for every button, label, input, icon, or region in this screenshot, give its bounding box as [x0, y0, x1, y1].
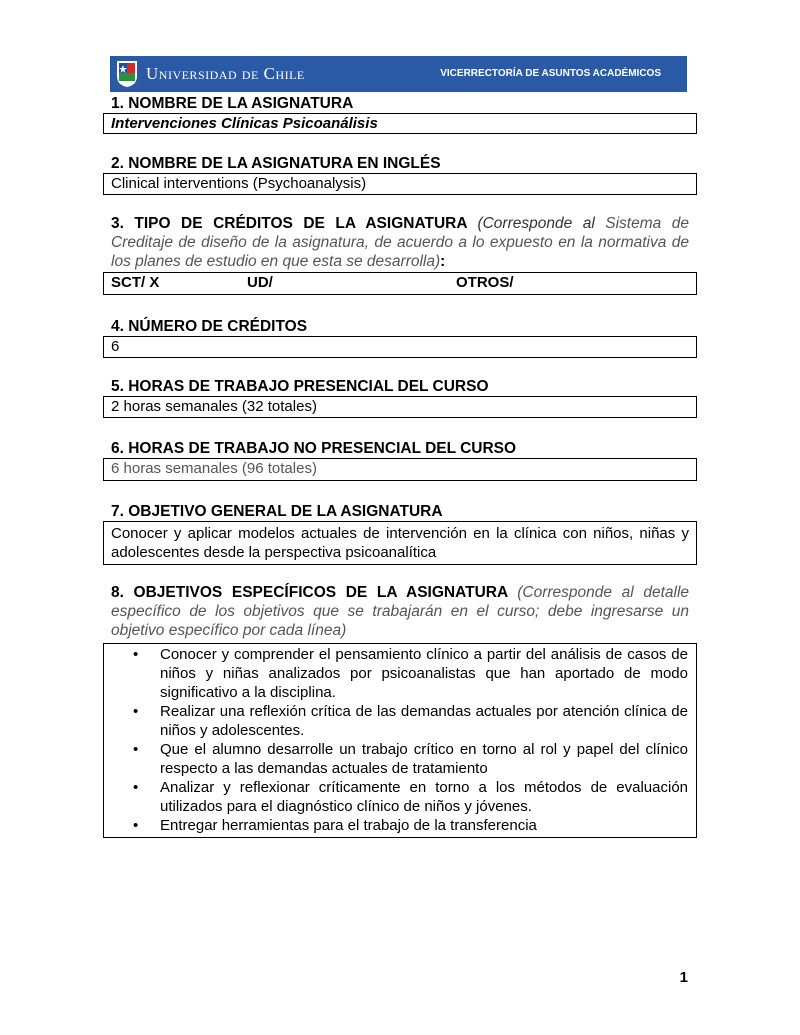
heading-colon: : — [440, 253, 446, 270]
list-item: • Que el alumno desarrolle un trabajo crítico en torno al rol y papel del clínico respecto a las demandas actuales de tratamiento — [160, 740, 688, 778]
vicerrectoria-label: VICERRECTORÍA DE ASUNTOS ACADÉMICOS — [440, 68, 661, 79]
section-heading: 7. OBJETIVO GENERAL DE LA ASIGNATURA — [111, 503, 443, 520]
section-numero-creditos — [103, 317, 697, 358]
ud-option: UD/ — [247, 274, 273, 291]
section-heading: 2. NOMBRE DE LA ASIGNATURA EN INGLÉS — [111, 155, 441, 172]
course-name-english-field: Clinical interventions (Psychoanalysis) — [103, 173, 697, 195]
course-name-field: Intervenciones Clínicas Psicoanálisis — [103, 113, 697, 134]
general-objective-field: Conocer y aplicar modelos actuales de intervención en la clínica con niños, niñas y adolescentes desde la perspectiva psicoanalítica — [103, 521, 697, 565]
university-name: Universidad de Chile — [146, 64, 305, 83]
university-crest-icon — [116, 60, 138, 88]
page-number: 1 — [679, 969, 688, 986]
section-heading: 4. NÚMERO DE CRÉDITOS — [111, 318, 308, 335]
section-horas-presencial — [103, 377, 697, 418]
section-heading — [103, 214, 697, 271]
sct-option: SCT/ X — [111, 274, 160, 291]
section-nombre — [103, 94, 697, 134]
credits-number-field: 6 — [103, 336, 697, 358]
non-presential-hours-field: 6 horas semanales (96 totales) — [103, 458, 697, 481]
header-banner — [110, 56, 687, 92]
objectives-list — [104, 645, 696, 835]
section-heading: 6. HORAS DE TRABAJO NO PRESENCIAL DEL CURSO — [111, 440, 517, 457]
list-item: • Conocer y comprender el pensamiento clínico a partir del análisis de casos de niños y niñas analizados por psicoanalistas que han aportado de modo significativo a la disciplina. — [160, 645, 688, 702]
section-objetivo-general — [103, 502, 697, 565]
heading-text: 8. OBJETIVOS ESPECÍFICOS DE LA ASIGNATURA — [111, 584, 508, 601]
heading-note-open: (Corresponde al — [477, 215, 595, 232]
presential-hours-field: 2 horas semanales (32 totales) — [103, 396, 697, 418]
list-item: • Analizar y reflexionar críticamente en torno a los métodos de evaluación utilizados para el diagnóstico clínico de niños y jóvenes. — [160, 778, 688, 816]
list-item: • Realizar una reflexión crítica de las demandas actuales por atención clínica de niños y adolescentes. — [160, 702, 688, 740]
credit-type-field — [103, 272, 697, 295]
heading-note: (Corresponde al detalle específico de los objetivos que se trabajarán en el curso; debe ingresarse un objetivo específico por cada línea) — [111, 584, 690, 639]
heading-text: 3. TIPO DE CRÉDITOS DE LA ASIGNATURA — [111, 215, 467, 232]
otros-option: OTROS/ — [456, 274, 514, 291]
heading-note: Sistema de Creditaje de diseño de la asignatura, de acuerdo a lo expuesto en la normativa de los planes de estudio en que esta se desarrolla) — [111, 215, 689, 270]
section-horas-no-presencial — [103, 439, 697, 481]
specific-objectives-field — [103, 643, 697, 838]
section-tipo-creditos — [103, 214, 697, 295]
section-heading: 5. HORAS DE TRABAJO PRESENCIAL DEL CURSO — [111, 378, 489, 395]
section-heading: 1. NOMBRE DE LA ASIGNATURA — [111, 95, 354, 112]
section-nombre-ingles — [103, 154, 697, 195]
section-objetivos-especificos — [103, 583, 697, 838]
list-item: • Entregar herramientas para el trabajo de la transferencia — [160, 816, 688, 835]
section-heading — [103, 583, 697, 640]
